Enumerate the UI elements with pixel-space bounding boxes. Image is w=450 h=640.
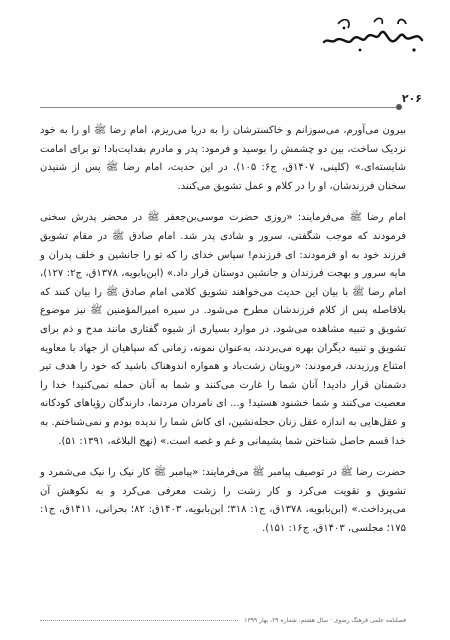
body-text — [40, 122, 406, 551]
footer-rule — [40, 620, 238, 621]
paragraph-1: بیرون می‌آورم، می‌سوزانم و خاکسترشان را به دریا می‌ریزم، امام رضا ﷺ او را به خود نزدیک ساخت، بین دو چشمش را بوسید و فرمود: پدر و مادرم بفدایت‌باد! تو برای امامت شایسته‌ای.» (کلینی، ۱۴۰۷ق، ج۶: ۱۰۵). در این حدیث، امام رضا ﷺ پس از شنیدن سخنان فرزندشان، او را در کلام و عمل تشویق می‌کنند. — [40, 125, 406, 192]
journal-logo — [318, 10, 428, 64]
paragraph-3: حضرت رضا ﷺ در توصیف پیامبر ﷺ می‌فرمایند: «پیامبر ﷺ کار نیک را نیک می‌شمرد و تشویق و تقویت می‌کرد و کار زشت را زشت معرفی می‌کرد و به نکوهش آن می‌پرداخت.» (ابن‌بابویه، ۱۳۷۸ق، ج۱: ۳۱۸؛ ابن‌بابویه، ۱۴۰۳ق: ۸۲؛ بحرانی، ۱۴۱۱ق، ج۱: ۱۷۵؛ مجلسی، ۱۴۰۳ق، ج۱۶: ۱۵۱). — [40, 467, 407, 534]
paragraph-2: امام رضا ﷺ می‌فرمایند: «روزی حضرت موسی‌بن‌جعفر ﷺ در محضر پدرش سخنی فرمودند که موجب شگفتی، سرور و شادی پدر شد. امام صادق ﷺ در مقام تشویق فرزند خود به او فرمودند: ای فرزندم! سپاس خدای را که تو را جانشین و خلف پدران و مایه سرور و بهجت فرزندان و جانشین دوستان قرار داد.» (ابن‌بابویه، ۱۳۷۸ق، ج۲: ۱۲۷)، امام رضا ﷺ با بیان این حدیث می‌خواهند تشویق کلامی امام صادق ﷺ را بیان کنند که بلافاصله پس از کلام فرزندشان مطرح می‌شود. در سیره امیرالمؤمنین ﷺ نیز موضوع تشویق و تنبیه مشاهده می‌شود. در موارد بسیاری از شیوه گفتاری مانند مدح و ذم برای تشویق و تنبیه دیگران بهره می‌بردند، به‌عنوان نمونه، زمانی که سپاهیان از جهاد با معاویه امتناع ورزیدند، فرمودند: «رویتان زشت‌باد و همواره اندوهناک باشید که خود را هدف تیر دشمنان قرار دادید! آنان شما را غارت می‌کنند و شما به آنان حمله نمی‌کنید! خدا را معصیت می‌کنند و شما خشنود هستید! و... ای نامردان مردنما، دارندگان رؤیاهای کودکانه و عقل‌هایی به اندازه عقل زنان حجله‌نشین، ای کاش شما را ندیده بودم و نمی‌شناختم. به خدا قسم حاصل شناختن شما پشیمانی و غم و غصه است.» (نهج البلاغه، ۱۳۹۱: ۵۱). — [40, 212, 406, 447]
journal-logo-calligraphy — [318, 10, 428, 64]
page-number: ۲۰۶ — [401, 92, 422, 105]
header-rule — [40, 107, 396, 108]
header-rule-ornament — [396, 104, 402, 110]
page-header — [0, 0, 450, 105]
page-footer — [40, 614, 406, 626]
footer-running-title: فصلنامه علمی فرهنگ رضوی · سال هشتم، شماره ۲۹، بهار ۱۳۹۹ — [244, 616, 406, 624]
